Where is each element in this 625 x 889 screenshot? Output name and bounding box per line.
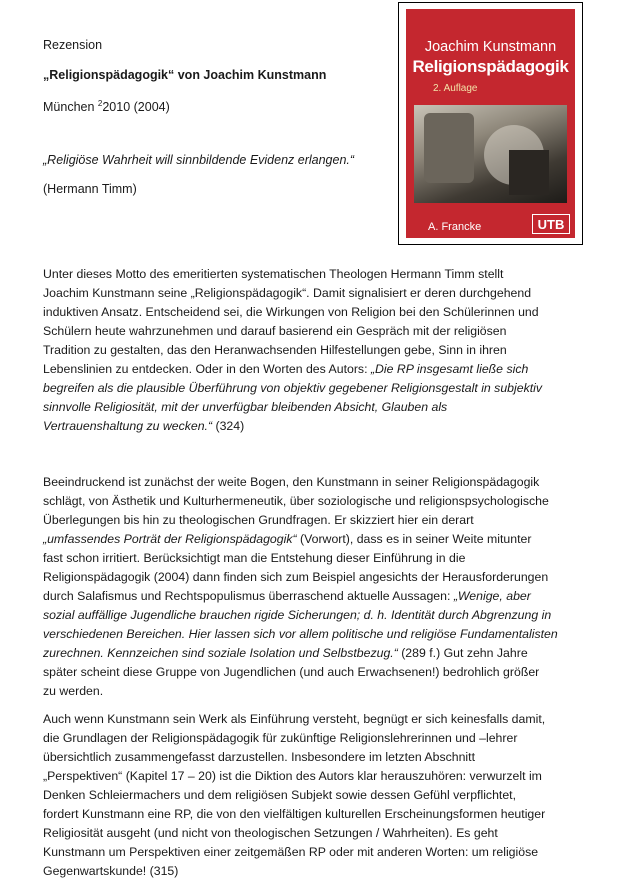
text-line: verschiedenen Bereichen. Hier lassen sich vor allem politische und religiöse Fundamentalisten: [43, 627, 558, 641]
text-line: sozial auffällige Jugendliche brauchen rigide Sicherungen; d. h. Identität durch Abgrenzung in: [43, 608, 552, 622]
text-line: Vertrauenshaltung zu wecken.“ (324): [43, 419, 245, 433]
cover-author: Joachim Kunstmann: [424, 39, 557, 55]
text-line: Joachim Kunstmann seine „Religionspädagogik“. Damit signalisiert er deren durchgehend: [43, 286, 532, 300]
text-line: Auch wenn Kunstmann sein Werk als Einführung versteht, begnügt er sich keinesfalls damit,: [43, 712, 546, 726]
cover-title: Religionspädagogik: [412, 57, 569, 76]
text-line: zu werden.: [43, 684, 104, 698]
text-line: die Grundlagen der Religionspädagogik für zukünftige Religionslehrerinnen und –lehrer: [43, 731, 518, 745]
motto-author: (Hermann Timm): [43, 182, 137, 196]
book-cover: [406, 9, 575, 238]
text-line: schlägt, von Ästhetik und Kulturhermeneutik, über soziologische und religionspsychologische: [43, 494, 549, 508]
text-line: durch Salafismus und Rechtspopulismus überraschend aktuelle Aussagen: „Wenige, aber: [43, 589, 531, 603]
text-line: Denken Schleiermachers und dem religiösen Subjekt sowie dessen Gefühl verpflichtet,: [43, 788, 516, 802]
text-line: begreifen als die plausible Überführung von objektiv gegebener Religionsgestalt in subjektiv: [43, 381, 543, 395]
text-line: Gegenwartskunde! (315): [43, 864, 179, 878]
text-line: später scheint diese Gruppe von Jugendlichen (und auch Erwachsenen!) bedrohlich größer: [43, 665, 540, 679]
utb-logo: UTB: [532, 214, 570, 234]
text-line: Beeindruckend ist zunächst der weite Bogen, den Kunstmann in seiner Religionspädagogik: [43, 475, 540, 489]
text-line: Schülern heute wahrzunehmen und darauf basierend ein Gespräch mit der religiösen: [43, 324, 507, 338]
text-line: sinnvolle Religiosität, mit der unverfügbar bleibenden Absicht, Glauben als: [43, 400, 448, 414]
cover-publisher: A. Francke: [428, 221, 482, 233]
text-line: Kunstmann um Perspektiven einer zeitgemäßen RP oder mit anderen Worten: um religiöse: [43, 845, 539, 859]
text-line: übersichtlich zusammengefasst darzustellen. Insbesondere im letzten Abschnitt: [43, 750, 475, 764]
review-title: „Religionspädagogik“ von Joachim Kunstmann: [43, 68, 327, 82]
review-label: Rezension: [43, 38, 103, 52]
book-cover-frame: [398, 2, 583, 245]
text-line: zurechnen. Kennzeichen sind soziale Isolation und Selbstbezug.“ (289 f.) Gut zehn Jahre: [43, 646, 528, 660]
cover-edition: 2. Auflage: [433, 83, 478, 94]
text-line: Religiosität ausgeht (und nicht von theologischen Setzungen / Wahrheiten). Es geht: [43, 826, 498, 840]
motto-quote: „Religiöse Wahrheit will sinnbildende Evidenz erlangen.“: [43, 153, 355, 167]
publication-info: München $^2$2010 (2004): [43, 99, 170, 114]
text-line: induktiven Ansatz. Entscheidend sei, die Wirkungen von Religion bei den Schülerinnen und: [43, 305, 539, 319]
text-line: Religionspädagogik (2004) dann finden sich zum Beispiel angesichts der Herausforderungen: [43, 570, 549, 584]
text-line: Unter dieses Motto des emeritierten systematischen Theologen Hermann Timm stellt: [43, 267, 504, 281]
text-line: fordert Kunstmann eine RP, die von den vielfältigen kulturellen Erscheinungsformen heutiger: [43, 807, 546, 821]
text-line: Tradition zu gestalten, das den Heranwachsenden Hilfestellungen gebe, Sinn in ihren: [43, 343, 507, 357]
text-line: Überlegungen bis hin zu theologischen Grundfragen. Er skizziert hier ein derart: [43, 513, 474, 527]
edition-superscript: 2: [97, 99, 103, 108]
cover-photo: [414, 105, 567, 203]
text-line: „Perspektiven“ (Kapitel 17 – 20) ist die Diktion des Autors klar herauszuhören: verwurzelt im: [43, 769, 542, 783]
text-line: Lebenslinien zu entdecken. Oder in den Worten des Autors: „Die RP insgesamt ließe sich: [43, 362, 529, 376]
text-line: „umfassendes Porträt der Religionspädagogik“ (Vorwort), dass es in seiner Weite mitunter: [43, 532, 532, 546]
text-line: fast schon irritiert. Berücksichtigt man die Entstehung dieser Einführung in die: [43, 551, 466, 565]
